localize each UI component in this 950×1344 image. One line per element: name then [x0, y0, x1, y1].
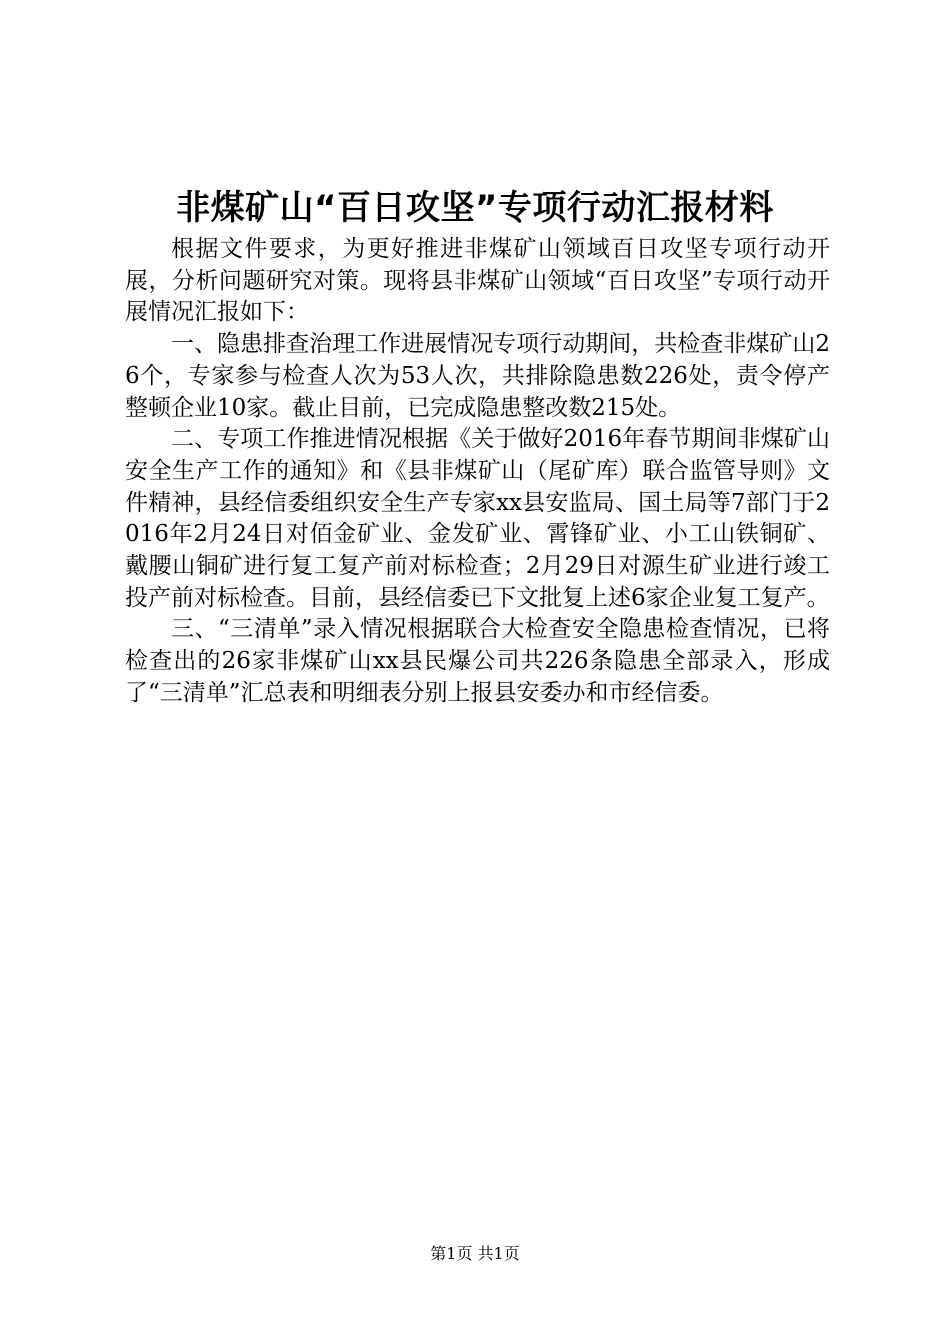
page-footer	[0, 1242, 950, 1266]
page-number: 第1页	[430, 1244, 473, 1263]
page-total: 共1页	[477, 1244, 520, 1263]
paragraph-intro: 根据文件要求，为更好推进非煤矿山领域百日攻坚专项行动开展，分析问题研究对策。现将县非煤矿山领域“百日攻坚”专项行动开展情况汇报如下：	[125, 236, 830, 326]
paragraph-hazard-inspection: 一、隐患排查治理工作进展情况专项行动期间，共检查非煤矿山26个，专家参与检查人次为53人次，共排除隐患数226处，责令停产整顿企业10家。截止目前，已完成隐患整改数215处。	[125, 331, 830, 421]
document-title: 非煤矿山“百日攻坚”专项行动汇报材料	[176, 188, 774, 228]
paragraph-three-lists: 三、“三清单”录入情况根据联合大检查安全隐患检查情况，已将检查出的26家非煤矿山xx县民爆公司共226条隐患全部录入，形成了“三清单”汇总表和明细表分别上报县安委办和市经信委。	[125, 616, 830, 706]
paragraph-work-progress: 二、专项工作推进情况根据《关于做好2016年春节期间非煤矿山安全生产工作的通知》和《县非煤矿山（尾矿库）联合监管导则》文件精神，县经信委组织安全生产专家xx县安监局、国土局等7部门于2016年2月24日对佰金矿业、金发矿业、霄锋矿业、小工山铁铜矿、戴腰山铜矿进行复工复产前对标检查；2月29日对源生矿业进行竣工投产前对标检查。目前，县经信委已下文批复上述6家企业复工复产。	[125, 426, 830, 611]
document-body	[125, 234, 830, 710]
